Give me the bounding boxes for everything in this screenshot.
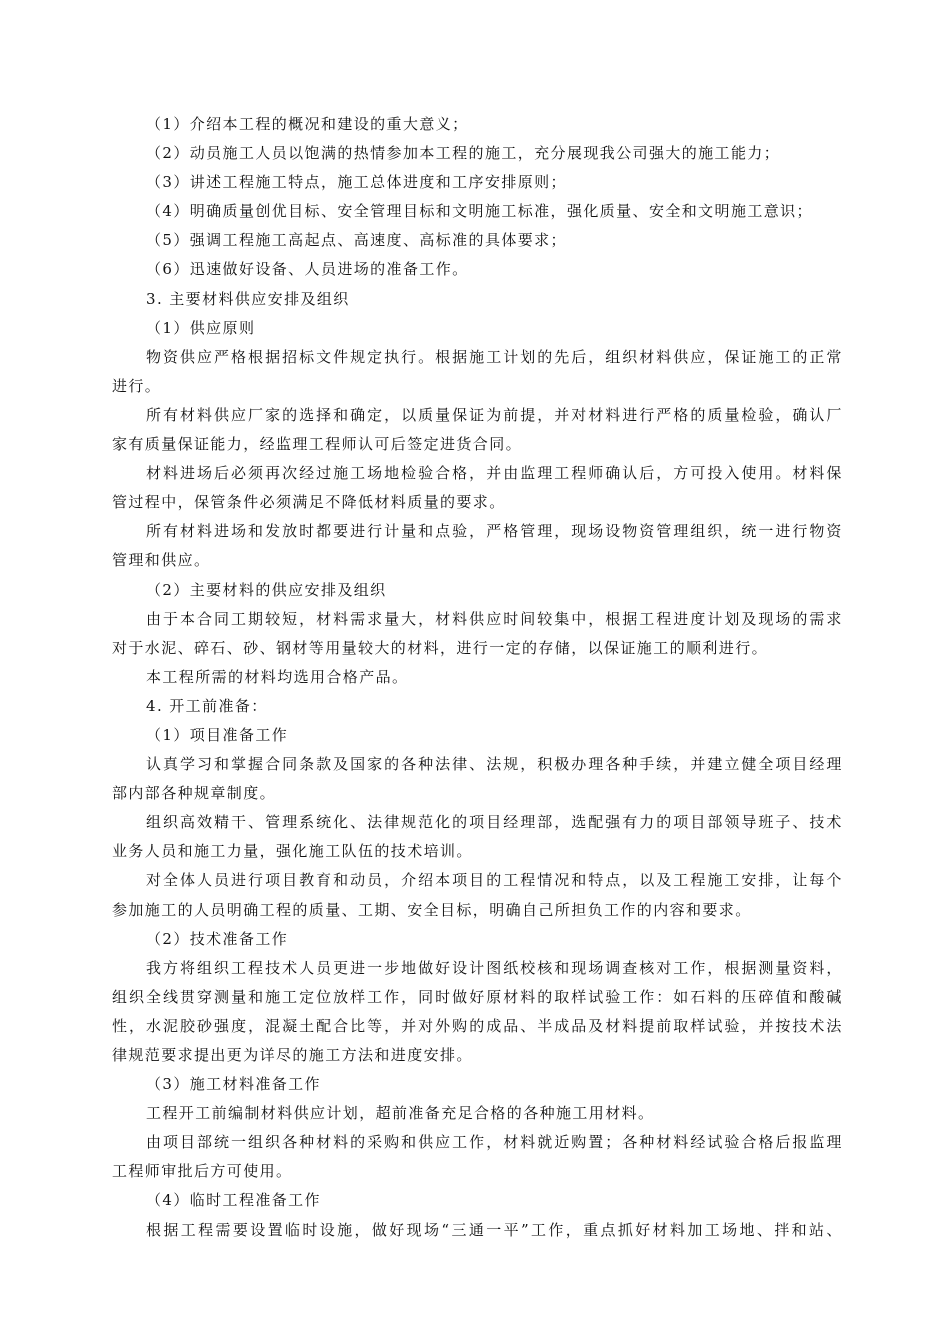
list-item-5: （5）强调工程施工高起点、高速度、高标准的具体要求；: [146, 231, 567, 250]
paragraph-line: 对于水泥、碎石、砂、钢材等用量较大的材料，进行一定的存储，以保证施工的顺利进行。: [112, 638, 769, 657]
paragraph-line: 由项目部统一组织各种材料的采购和供应工作，材料就近购置；各种材料经试验合格后报监理: [146, 1133, 842, 1152]
paragraph-line: 由于本合同工期较短，材料需求量大，材料供应时间较集中，根据工程进度计划及现场的需求: [146, 609, 842, 628]
paragraph-line: 工程师审批后方可使用。: [112, 1162, 293, 1181]
list-item-4: （4）明确质量创优目标、安全管理目标和文明施工标准，强化质量、安全和文明施工意识；: [146, 202, 813, 221]
paragraph-line: 部内部各种规章制度。: [112, 784, 277, 803]
paragraph-line: 组织高效精干、管理系统化、法律规范化的项目经理部，选配强有力的项目部领导班子、技术: [146, 813, 842, 832]
section-heading-4: 4. 开工前准备：: [146, 696, 268, 715]
paragraph-line: 材料进场后必须再次经过施工场地检验合格，并由监理工程师确认后，方可投入使用。材料保: [146, 464, 842, 483]
paragraph-line: 组织全线贯穿测量和施工定位放样工作，同时做好原材料的取样试验工作：如石料的压碎值和酸碱: [112, 987, 842, 1006]
subheading-technical-prep: （2）技术准备工作: [146, 929, 289, 948]
subheading-material-prep: （3）施工材料准备工作: [146, 1075, 321, 1094]
paragraph-line: 进行。: [112, 376, 162, 395]
document-body: [112, 110, 842, 1245]
paragraph-line: 业务人员和施工力量，强化施工队伍的技术培训。: [112, 842, 473, 861]
list-item-2: （2）动员施工人员以饱满的热情参加本工程的施工，充分展现我公司强大的施工能力；: [146, 144, 781, 163]
paragraph-line: 管过程中，保管条件必须满足不降低材料质量的要求。: [112, 493, 506, 512]
paragraph-line: 性，水泥胶砂强度，混凝土配合比等，并对外购的成品、半成品及材料提前取样试验，并按技术法: [112, 1016, 842, 1035]
paragraph-line: 工程开工前编制材料供应计划，超前准备充足合格的各种施工用材料。: [146, 1104, 655, 1123]
list-item-1: （1）介绍本工程的概况和建设的重大意义；: [146, 115, 469, 133]
list-item-3: （3）讲述工程施工特点，施工总体进度和工序安排原则；: [146, 173, 567, 192]
paragraph-line: 对全体人员进行项目教育和动员，介绍本项目的工程情况和特点，以及工程施工安排，让每个: [146, 871, 842, 890]
paragraph-line: 物资供应严格根据招标文件规定执行。根据施工计划的先后，组织材料供应，保证施工的正常: [146, 347, 842, 366]
paragraph-line: 本工程所需的材料均选用合格产品。: [146, 667, 409, 686]
paragraph-line: 我方将组织工程技术人员更进一步地做好设计图纸校核和现场调查核对工作，根据测量资料，: [146, 958, 842, 977]
subheading-main-materials: （2）主要材料的供应安排及组织: [146, 580, 387, 599]
paragraph-line: 参加施工的人员明确工程的质量、工期、安全目标，明确自己所担负工作的内容和要求。: [112, 900, 752, 919]
section-heading-3: 3. 主要材料供应安排及组织: [146, 289, 350, 308]
paragraph-line: 所有材料供应厂家的选择和确定，以质量保证为前提，并对材料进行严格的质量检验，确认厂: [146, 405, 842, 424]
paragraph-line: 律规范要求提出更为详尽的施工方法和进度安排。: [112, 1046, 473, 1064]
list-item-6: （6）迅速做好设备、人员进场的准备工作。: [146, 260, 469, 279]
paragraph-line: 根据工程需要设置临时设施，做好现场“三通一平”工作，重点抓好材料加工场地、拌和站、: [146, 1220, 842, 1239]
paragraph-line: 认真学习和掌握合同条款及国家的各种法律、法规，积极办理各种手续，并建立健全项目经理: [146, 755, 842, 774]
paragraph-line: 管理和供应。: [112, 551, 211, 570]
subheading-project-prep: （1）项目准备工作: [146, 725, 289, 744]
paragraph-line: 家有质量保证能力，经监理工程师认可后签定进货合同。: [112, 435, 523, 454]
subheading-supply-principle: （1）供应原则: [146, 318, 256, 337]
subheading-temporary-works: （4）临时工程准备工作: [146, 1191, 321, 1210]
paragraph-line: 所有材料进场和发放时都要进行计量和点验，严格管理，现场设物资管理组织，统一进行物资: [146, 522, 842, 541]
